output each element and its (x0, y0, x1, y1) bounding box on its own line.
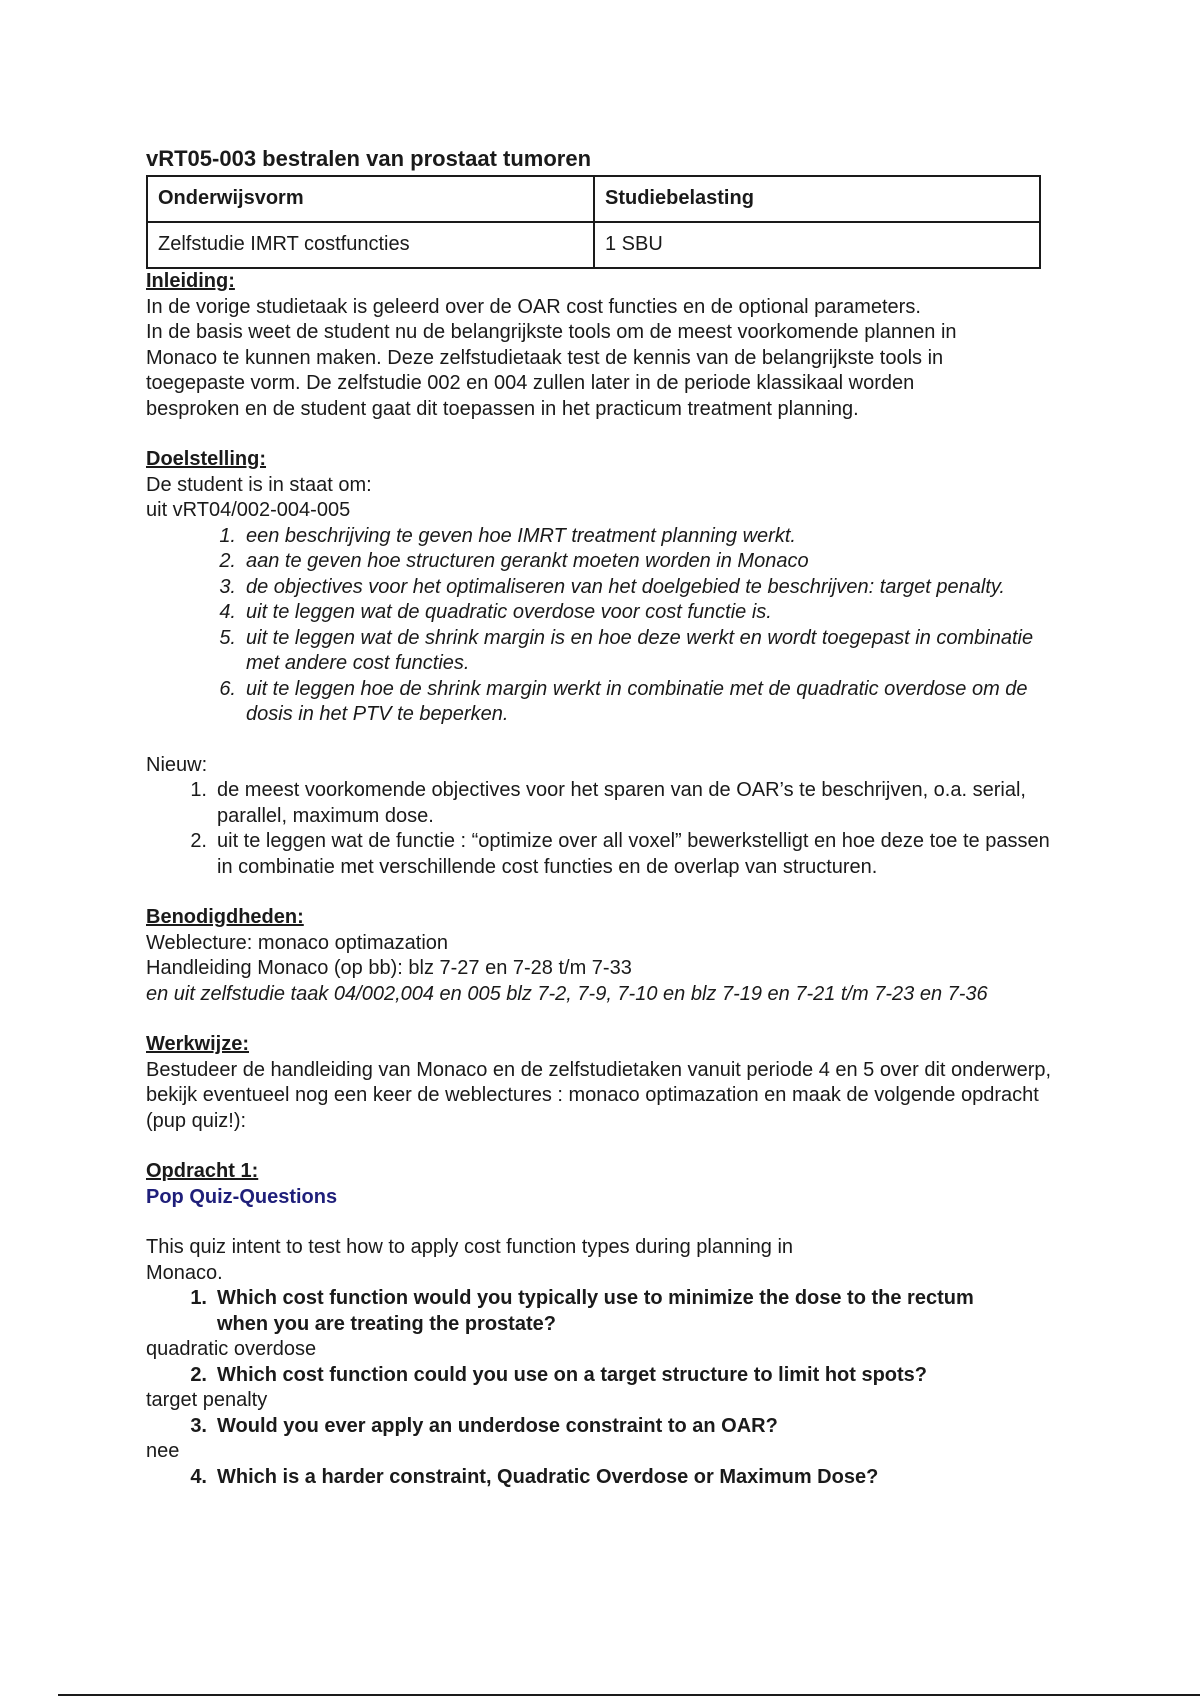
table-cell-studiebelasting: 1 SBU (594, 222, 1040, 268)
quiz-question: 4. Which is a harder constraint, Quadratic Overdose or Maximum Dose? (190, 1465, 879, 1488)
section-doelstelling (146, 447, 1066, 728)
quiz-question: 2. Which cost function could you use on a target structure to limit hot spots? (190, 1363, 928, 1386)
section-werkwijze (146, 1032, 1066, 1134)
document-title: vRT05-003 bestralen van prostaat tumoren (146, 146, 592, 171)
opdracht-heading: Opdracht 1: (146, 1160, 259, 1182)
quiz-answer: nee (146, 1440, 180, 1462)
goals-list (146, 524, 1066, 728)
werkwijze-text: Bestudeer de handleiding van Monaco en de zelfstudietaken vanuit periode 4 en 5 over dit onderwerp, bekijk eventueel nog een keer de weblectures : monaco optimazation en maak de volgende opdracht (pup quiz!): (146, 1058, 1052, 1132)
benodigdheden-line: Handleiding Monaco (op bb): blz 7-27 en 7-28 t/m 7-33 (146, 957, 632, 979)
inleiding-line: In de basis weet de student nu de belangrijkste tools om de meest voorkomende plannen in (146, 321, 957, 343)
table-header-studiebelasting: Studiebelasting (594, 176, 1040, 222)
inleiding-heading: Inleiding: (146, 270, 235, 292)
section-inleiding (146, 269, 1066, 422)
section-opdracht (146, 1159, 1066, 1490)
doelstelling-intro: De student is in staat om: (146, 473, 372, 496)
list-item: 2. uit te leggen wat de functie : “optimize over all voxel” bewerkstelligt en hoe deze toe te passen in combinatie met verschillende cost functies en de overlap van structuren. (190, 830, 1050, 878)
section-nieuw (146, 753, 1066, 881)
list-item: 5. uit te leggen wat de shrink margin is en hoe deze werkt en wordt toegepast in combinatie met andere cost functies. (219, 626, 1034, 674)
nieuw-list (146, 778, 1066, 880)
benodigdheden-line: en uit zelfstudie taak 04/002,004 en 005 blz 7-2, 7-9, 7-10 en blz 7-19 en 7-21 t/m 7-23 en 7-36 (146, 982, 988, 1005)
benodigdheden-line: Weblecture: monaco optimazation (146, 931, 449, 954)
inleiding-line: In de vorige studietaak is geleerd over de OAR cost functies en de optional parameters. (146, 295, 921, 318)
section-benodigdheden (146, 905, 1066, 1007)
table-header-onderwijsvorm: Onderwijsvorm (147, 176, 594, 222)
list-item: 2. aan te geven hoe structuren gerankt moeten worden in Monaco (219, 550, 809, 572)
benodigdheden-heading: Benodigdheden: (146, 906, 304, 928)
page-bottom-rule (58, 1694, 1200, 1696)
inleiding-line: Monaco te kunnen maken. Deze zelfstudietaak test de kennis van de belangrijkste tools in (146, 346, 944, 369)
quiz-answer: quadratic overdose (146, 1338, 317, 1360)
inleiding-line: toegepaste vorm. De zelfstudie 002 en 004 zullen later in de periode klassikaal worden (146, 372, 915, 394)
quiz-intro: This quiz intent to test how to apply cost function types during planning in Monaco. (146, 1236, 794, 1284)
doelstelling-source: uit vRT04/002-004-005 (146, 499, 351, 521)
list-item: 4. uit te leggen wat de quadratic overdose voor cost functie is. (219, 601, 772, 623)
list-item: 1. de meest voorkomende objectives voor het sparen van de OAR’s te beschrijven, o.a. serial, parallel, maximum dose. (190, 779, 1026, 827)
list-item: 1. een beschrijving te geven hoe IMRT treatment planning werkt. (219, 524, 796, 547)
doelstelling-heading: Doelstelling: (146, 448, 267, 470)
inleiding-line: besproken en de student gaat dit toepassen in het practicum treatment planning. (146, 397, 859, 420)
table-cell-onderwijsvorm: Zelfstudie IMRT costfuncties (147, 222, 594, 268)
nieuw-heading: Nieuw: (146, 753, 208, 776)
quiz-question: 1. Which cost function would you typically use to minimize the dose to the rectum when you are treating the prostate? (190, 1287, 974, 1335)
quiz-subheading: Pop Quiz-Questions (146, 1185, 338, 1208)
list-item: 3. de objectives voor het optimaliseren van het doelgebied te beschrijven: target penalty. (219, 575, 1005, 598)
quiz-answer: target penalty (146, 1389, 268, 1411)
document-page (146, 146, 1066, 1490)
quiz-questions (146, 1286, 1066, 1337)
info-table (146, 175, 1041, 269)
werkwijze-heading: Werkwijze: (146, 1033, 249, 1055)
list-item: 6. uit te leggen hoe de shrink margin werkt in combinatie met de quadratic overdose om de dosis in het PTV te beperken. (219, 677, 1028, 725)
quiz-question: 3. Would you ever apply an underdose constraint to an OAR? (190, 1414, 778, 1437)
